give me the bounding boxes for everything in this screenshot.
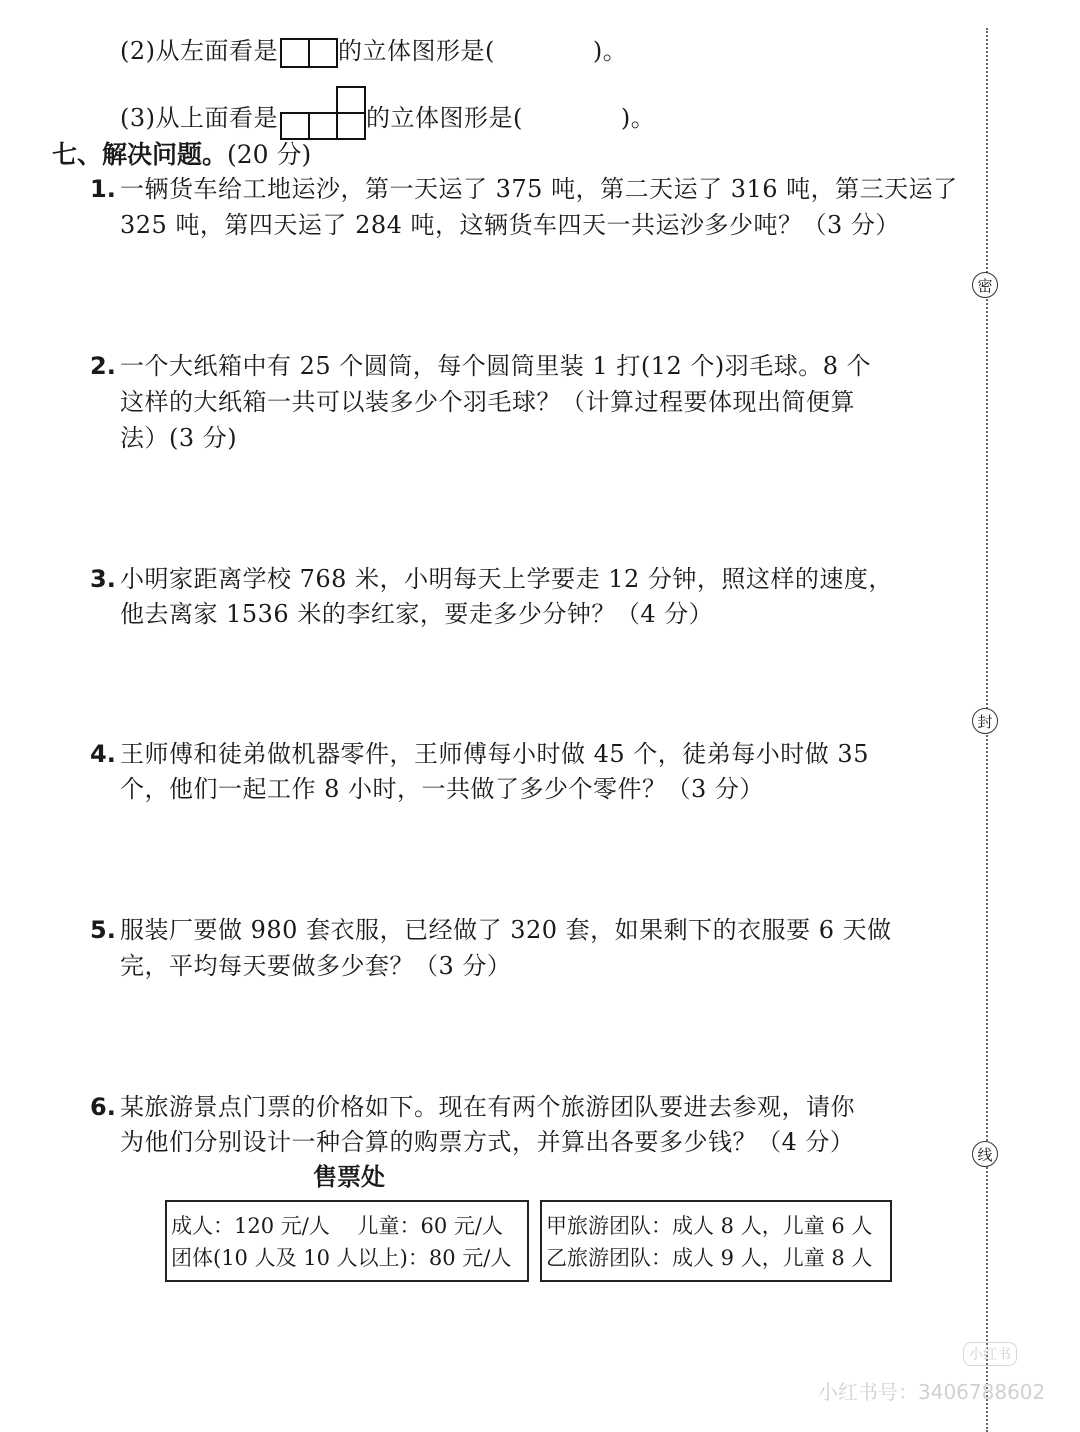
problem-2-line-3: 法）(3 分) xyxy=(120,424,238,452)
left-view-shape xyxy=(278,36,338,70)
problem-3-line-2: 他去离家 1536 米的李红家，要走多少分钟？（4 分） xyxy=(120,600,714,628)
problem-2-line-2: 这样的大纸箱一共可以装多少个羽毛球？（计算过程要体现出简便算 xyxy=(120,388,855,416)
group-line-2: 乙旅游团队：成人 9 人，儿童 8 人 xyxy=(546,1246,873,1270)
problem-2-line-1: 一个大纸箱中有 25 个圆筒，每个圆筒里装 1 打(12 个)羽毛球。8 个 xyxy=(120,352,872,380)
problem-3-line-1: 小明家距离学校 768 米，小明每天上学要走 12 分钟，照这样的速度， xyxy=(120,565,893,593)
watermark-logo: 小红书 xyxy=(963,1342,1017,1366)
problem-6-line-2: 为他们分别设计一种合算的购票方式，并算出各要多少钱？（4 分） xyxy=(120,1128,855,1156)
tour-groups-table xyxy=(540,1200,892,1282)
problem-2-number: 2. xyxy=(90,352,116,380)
section-score: (20 分) xyxy=(227,140,312,169)
sub-question-2 xyxy=(120,34,627,70)
problem-3-number: 3. xyxy=(90,565,116,593)
top-view-shape xyxy=(278,86,366,140)
seal-mark-mi: 密 xyxy=(972,272,998,298)
sub-question-3-suffix: 的立体图形是( )。 xyxy=(366,104,656,132)
problem-1-line-2: 325 吨，第四天运了 284 吨，这辆货车四天一共运沙多少吨？（3 分） xyxy=(120,211,900,239)
price-line-2: 团体(10 人及 10 人以上)：80 元/人 xyxy=(171,1246,512,1270)
problem-4-line-2: 个，他们一起工作 8 小时，一共做了多少个零件？（3 分） xyxy=(120,775,764,803)
sub-question-3-prefix: (3)从上面看是 xyxy=(120,104,278,132)
problem-6-line-1: 某旅游景点门票的价格如下。现在有两个旅游团队要进去参观，请你 xyxy=(120,1093,855,1121)
seal-mark-feng: 封 xyxy=(972,708,998,734)
problem-5-line-1: 服装厂要做 980 套衣服，已经做了 320 套，如果剩下的衣服要 6 天做 xyxy=(120,916,892,944)
group-line-1: 甲旅游团队：成人 8 人，儿童 6 人 xyxy=(546,1214,873,1238)
problem-4-number: 4. xyxy=(90,740,116,768)
problem-1-line-1: 一辆货车给工地运沙，第一天运了 375 吨，第二天运了 316 吨，第三天运了 xyxy=(120,175,958,203)
sub-question-2-prefix: (2)从左面看是 xyxy=(120,37,278,65)
seal-mark-xian: 线 xyxy=(972,1141,998,1167)
problem-5-number: 5. xyxy=(90,916,116,944)
price-table xyxy=(165,1200,529,1282)
problem-4-line-1: 王师傅和徒弟做机器零件，王师傅每小时做 45 个，徒弟每小时做 35 xyxy=(120,740,869,768)
watermark-id: 小红书号：3406788602 xyxy=(818,1380,1046,1404)
ticket-booth-title: 售票处 xyxy=(313,1163,385,1191)
price-line-1: 成人：120 元/人 儿童：60 元/人 xyxy=(171,1214,503,1238)
sub-question-2-suffix: 的立体图形是( )。 xyxy=(338,37,628,65)
section-number: 七、解决问题。 xyxy=(52,140,228,169)
problem-1-number: 1. xyxy=(90,175,116,203)
problem-6-number: 6. xyxy=(90,1093,116,1121)
sub-question-3 xyxy=(120,86,655,140)
section-heading xyxy=(52,138,311,172)
problem-5-line-2: 完，平均每天要做多少套？（3 分） xyxy=(120,952,512,980)
